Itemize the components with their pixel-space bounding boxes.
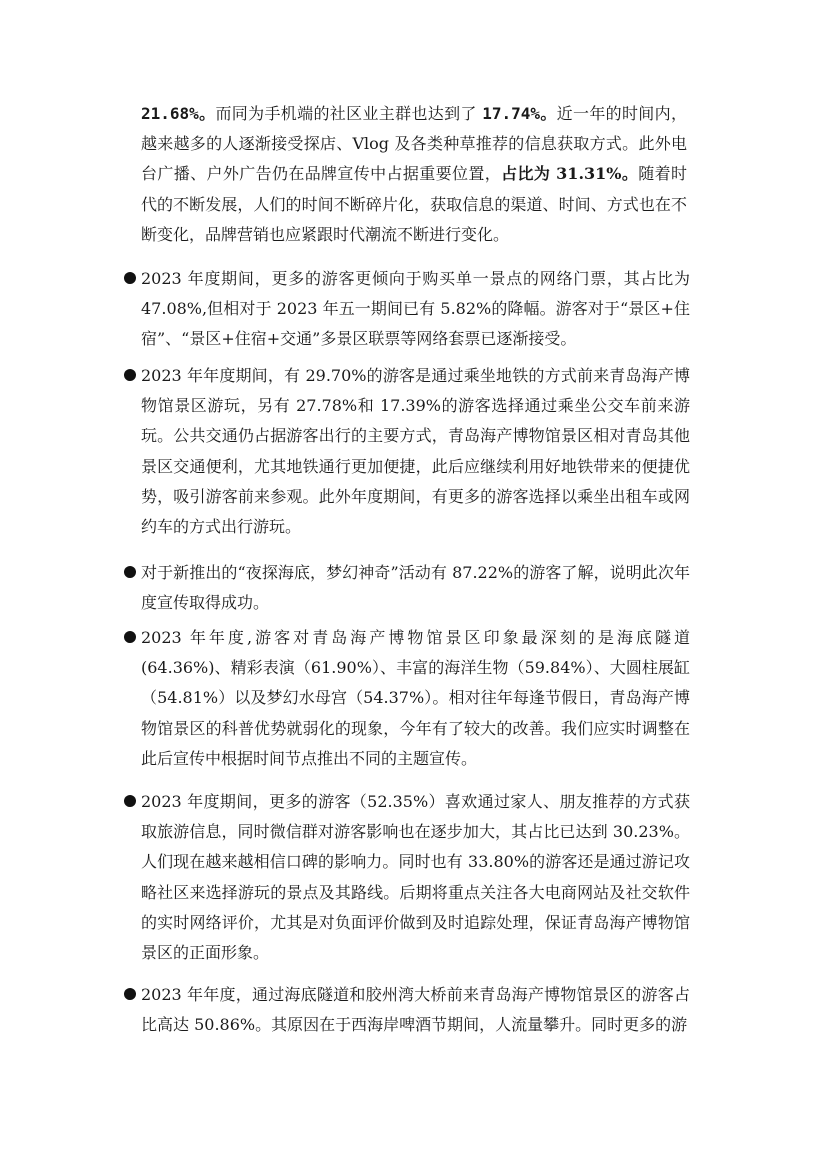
bullet-item	[124, 558, 690, 618]
intro-text-2: 近一年的时间内，越来越多的人逐渐接受探店、Vlog 及各类种草推荐的信息获取方式。此外电台广播、户外广告仍在品牌宣传中占据重要位置，	[141, 104, 687, 184]
bullet-item	[124, 787, 690, 968]
bullet-item	[124, 264, 690, 355]
bullet-dot-icon	[124, 631, 136, 643]
intro-stat-1: 21.68%。	[141, 104, 216, 123]
bullet-dot-icon	[124, 795, 136, 807]
bullet-item	[124, 980, 690, 1040]
bullet-text: 2023 年度期间，更多的游客（52.35%）喜欢通过家人、朋友推荐的方式获取旅游信息，同时微信群对游客影响也在逐步加大，其占比已达到 30.23%。人们现在越来越相信口碑的影响力。同时也有 33.80%的游客还是通过游记攻略社区来选择游玩的景点及其路线。后期将重点关注各大电商网站及社交软件的实时网络评价，尤其是对负面评价做到及时追踪处理，保证青岛海产博物馆景区的正面形象。	[141, 792, 690, 963]
bullet-item	[124, 623, 690, 774]
intro-text-1: 而同为手机端的社区业主群也达到了	[215, 104, 483, 123]
bullet-dot-icon	[124, 369, 136, 381]
bullet-text: 对于新推出的“夜探海底，梦幻神奇”活动有 87.22%的游客了解，说明此次年度宣传取得成功。	[141, 563, 690, 613]
bullet-text: 2023 年年度期间，有 29.70%的游客是通过乘坐地铁的方式前来青岛海产博物馆景区游玩，另有 27.78%和 17.39%的游客选择通过乘坐公交车前来游玩。公共交通仍占据游客出行的主要方式，青岛海产博物馆景区相对青岛其他景区交通便利，尤其地铁通行更加便捷，此后应继续利用好地铁带来的便捷优势，吸引游客前来参观。此外年度期间，有更多的游客选择以乘坐出租车或网约车的方式出行游玩。	[141, 366, 690, 537]
intro-stat-2: 17.74%。	[482, 104, 557, 123]
intro-paragraph	[141, 99, 687, 250]
intro-stat-3: 占比为 31.31%。	[501, 164, 639, 184]
bullet-text: 2023 年度期间，更多的游客更倾向于购买单一景点的网络门票，其占比为 47.08%,但相对于 2023 年五一期间已有 5.82%的降幅。游客对于“景区+住宿”、“景区+住宿+交通”多景区联票等网络套票已逐渐接受。	[141, 269, 690, 349]
intro-text-3: 随着时代的不断发展，人们的时间不断碎片化，获取信息的渠道、时间、方式也在不断变化，品牌营销也应紧跟时代潮流不断进行变化。	[141, 164, 687, 244]
bullet-dot-icon	[124, 988, 136, 1000]
bullet-item	[124, 361, 690, 542]
bullet-text: 2023 年年度,游客对青岛海产博物馆景区印象最深刻的是海底隧道(64.36%)、精彩表演（61.90%）、丰富的海洋生物（59.84%）、大圆柱展缸（54.81%）以及梦幻水母宫（54.37%）。相对往年每逢节假日，青岛海产博物馆景区的科普优势就弱化的现象，今年有了较大的改善。我们应实时调整在此后宣传中根据时间节点推出不同的主题宣传。	[141, 628, 690, 768]
bullet-text: 2023 年年度，通过海底隧道和胶州湾大桥前来青岛海产博物馆景区的游客占比高达 50.86%。其原因在于西海岸啤酒节期间，人流量攀升。同时更多的游	[141, 985, 690, 1035]
bullet-dot-icon	[124, 272, 136, 284]
bullet-dot-icon	[124, 566, 136, 578]
